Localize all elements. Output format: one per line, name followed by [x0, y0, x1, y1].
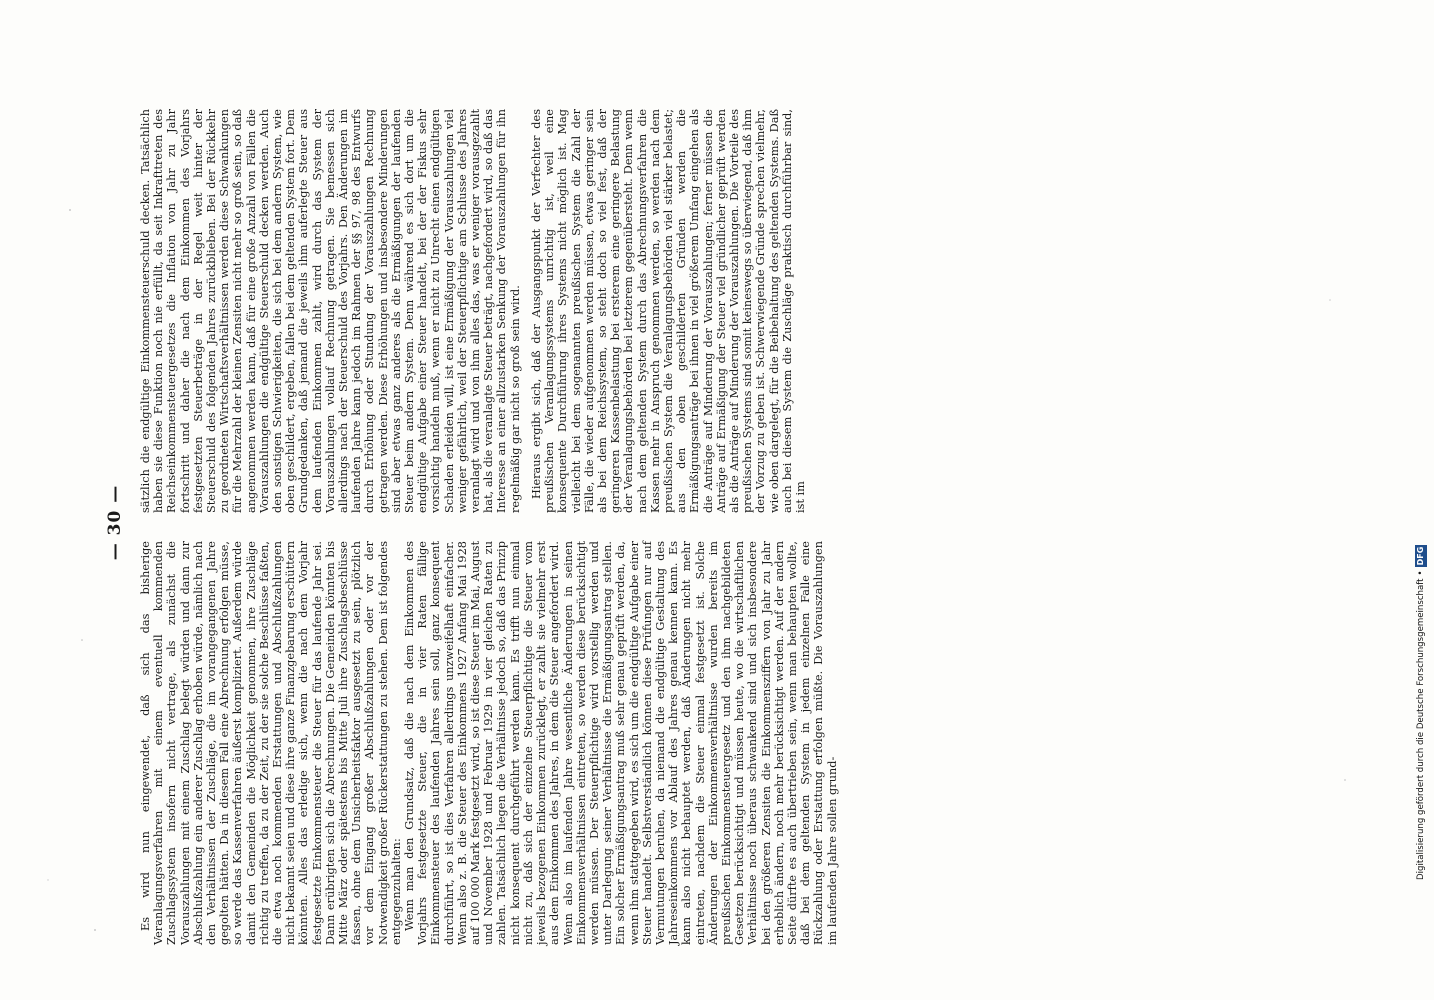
rotated-printed-page [105, 100, 1285, 945]
paragraph: Es wird nun eingewendet, daß sich das bisherige Veranlagungsverfahren mit einem eventuell kommenden Zuschlagssystem insofern nicht vertrage, als zunächst die Vorauszahlungen mit einem Zuschlag belegt würden und dann zur Abschlußzahlung ein anderer Zuschlag erhoben würde, nämlich nach den Verhältnissen der Zuschläge, die im vorangegangenen Jahre gegolten hätten. Da in diesem Fall eine Abrechnung erfolgen müsse, so werde das Kassenverfahren äußerst kompliziert. Außerdem würde damit den Gemeinden die Möglichkeit genommen, ihre Zuschläge richtig zu treffen, da zu der Zeit, zu der sie solche Beschlüsse faßten, die etwa noch kommenden Erstattungen und Abschlußzahlungen nicht bekannt seien und diese ihre ganze Finanzgebarung erschüttern könnten. Alles das erledige sich, wenn die nach dem Vorjahr festgesetzte Einkommensteuer die Steuer für das laufende Jahr sei. Dann erübrigten sich die Abrechnungen. Die Gemeinden könnten bis Mitte März oder spätestens bis Mitte Juli ihre Zuschlagsbeschlüsse fassen, ohne dem Unsicherheitsfaktor ausgesetzt zu sein, plötzlich vor dem Eingang großer Abschlußzahlungen oder vor der Notwendigkeit großer Rückerstattungen zu stehen. Dem ist folgendes entgegenzuhalten: [139, 540, 403, 945]
dfg-logo: DFG [1416, 546, 1425, 566]
paragraph-continuation: sätzlich die endgültige Einkommensteuerschuld decken. Tatsächlich haben sie diese Funktion noch nie erfüllt, da seit Inkrafttreten des Reichseinkommensteuergesetzes die Inflation von Jahr zu Jahr fortschritt und daher die nach dem Einkommen des Vorjahrs festgesetzten Steuerbeträge in der Regel weit hinter der Steuerschuld des folgenden Jahres zurückblieben. Bei der Rückkehr zu geordneten Wirtschaftsverhältnissen werden diese Schwankungen für die Mehrzahl der kleinen Zensiten nicht mehr so groß sein, so daß angenommen werden kann, daß für eine große Anzahl von Fällen die Vorauszahlungen die endgültige Steuerschuld decken werden. Auch den sonstigen Schwierigkeiten, die sich bei dem andern System, wie oben geschildert, ergeben, fallen bei dem geltenden System fort. Dem Grundgedanken, daß jemand die jeweils ihm auferlegte Steuer aus dem laufenden Einkommen zahlt, wird durch das System der Vorauszahlungen vollauf Rechnung getragen. Sie bemessen sich allerdings nach der Steuerschuld des Vorjahrs. Den Änderungen im laufenden Jahre kann jedoch im Rahmen der §§ 97, 98 des Entwurfs durch Erhöhung oder Stundung der Vorauszahlungen Rechnung getragen werden. Diese Erhöhungen und insbesondere Minderungen sind aber etwas ganz anderes als die Ermäßigungen der laufenden Steuer beim andern System. Denn während es sich dort um die endgültige Aufgabe einer Steuer handelt, bei der der Fiskus sehr vorsichtig handeln muß, wenn er nicht zu Unrecht einen endgültigen Schaden erleiden will, ist eine Ermäßigung der Vorauszahlungen viel weniger gefährlich, weil der Steuerpflichtige am Schlusse des Jahres veranlagt wird und von ihm alles das, was er weniger vorausgezahlt hat, als die veranlagte Steuer beträgt, nachgefordert wird, so daß das Interesse an einer allzustarken Senkung der Vorauszahlungen für ihn regelmäßig gar nicht so groß sein wird. [139, 109, 522, 513]
paragraph: Hieraus ergibt sich, daß der Ausgangspunkt der Verfechter des preußischen Veranlagungssystems unrichtig ist, weil eine konsequente Durchführung ihres Systems nicht möglich ist. Mag vielleicht bei dem sogenannten preußischen System die Zahl der Fälle, die wieder aufgenommen werden müssen, etwas geringer sein als bei dem Reichssystem, so steht doch so viel fest, daß der geringeren Kassenbelastung bei ersterem eine geringere Belastung der Veranlagungsbehörden bei letzterem gegenübersteht. Denn wenn nach dem geltenden System durch das Abrechnungsverfahren die Kassen mehr in Anspruch genommen werden, so werden nach dem preußischen System die Veranlagungsbehörden viel stärker belastet; aus den oben geschilderten Gründen werden die Ermäßigungsanträge bei ihnen in viel größerem Umfang eingehen als die Anträge auf Minderung der Vorauszahlungen; ferner müssen die Anträge auf Ermäßigung der Steuer viel gründlicher geprüft werden als die Anträge auf Minderung der Vorauszahlungen. Die Vorteile des preußischen Systems sind somit keineswegs so überwiegend, daß ihm der Vorzug zu geben ist. Schwerwiegende Gründe sprechen vielmehr, wie oben dargelegt, für die Beibehaltung des geltenden Systems. Daß auch bei diesem System die Zuschläge praktisch durchführbar sind, ist im [529, 109, 807, 513]
left-text-column [139, 541, 839, 945]
digitization-credit-text: Digitalisierung gefördert durch die Deutsche Forschungsgemeinschaft [1416, 578, 1426, 880]
digitization-credit [1414, 120, 1428, 880]
page-number: — 30 — [105, 484, 125, 561]
right-text-column [139, 109, 807, 513]
paragraph: Wenn man den Grundsatz, daß die nach dem Einkommen des Vorjahrs festgesetzte Steuer, die in vier Raten fällige Einkommensteuer des laufenden Jahres sein soll, ganz konsequent durchführt, so ist dies Verfahren allerdings unzweifelhaft einfacher. Wenn also z. B. die Steuer des Einkommens 1927 Anfang Mai 1928 auf 100 000 Mark festgesetzt wird, so ist diese Steuer im Mai, August und November 1928 und Februar 1929 in vier gleichen Raten zu zahlen. Tatsächlich liegen die Verhältnisse jedoch so, daß das Prinzip nicht konsequent durchgeführt werden kann. Es trifft nun einmal nicht zu, daß sich der einzelne Steuerpflichtige die Steuer vom jeweils bezogenen Einkommen zurücklegt, er zahlt sie vielmehr erst aus dem Einkommen des Jahres, in dem die Steuer angefordert wird. Wenn also im laufenden Jahre wesentliche Änderungen in seinen Einkommensverhältnissen eintreten, so werden diese berücksichtigt werden müssen. Der Steuerpflichtige wird vorstellig werden und unter Darlegung seiner Verhältnisse die Ermäßigungsantrag stellen. Ein solcher Ermäßigungsantrag muß sehr genau geprüft werden, da, wenn ihm stattgegeben wird, es sich um die endgültige Aufgabe einer Steuer handelt. Selbstverständlich können diese Prüfungen nur auf Vermutungen beruhen, da niemand die endgültige Gestaltung des Jahreseinkommens vor Ablauf des Jahres genau kennen kann. Es kann also nicht behauptet werden, daß Änderungen nicht mehr eintreten, nachdem die Steuer einmal festgesetzt ist. Solche Änderungen der Einkommensverhältnisse wurden bereits im preußischen Einkommensteuergesetz und den ihm nachgebildeten Gesetzen berücksichtigt und müssen heute, wo die wirtschaftlichen Verhältnisse noch überaus schwankend sind und sich insbesondere bei den größeren Zensiten die Einkommensziffern von Jahr zu Jahr erheblich ändern, noch mehr berücksichtigt werden. Auf der andern Seite dürfte es auch übertrieben sein, wenn man behaupten wollte, daß bei dem geltenden System in jedem einzelnen Falle eine Rückzahlung oder Erstattung erfolgen müßte. Die Vorauszahlungen im laufenden Jahre sollen grund- [403, 541, 839, 945]
credit-separator: • [1416, 570, 1426, 576]
